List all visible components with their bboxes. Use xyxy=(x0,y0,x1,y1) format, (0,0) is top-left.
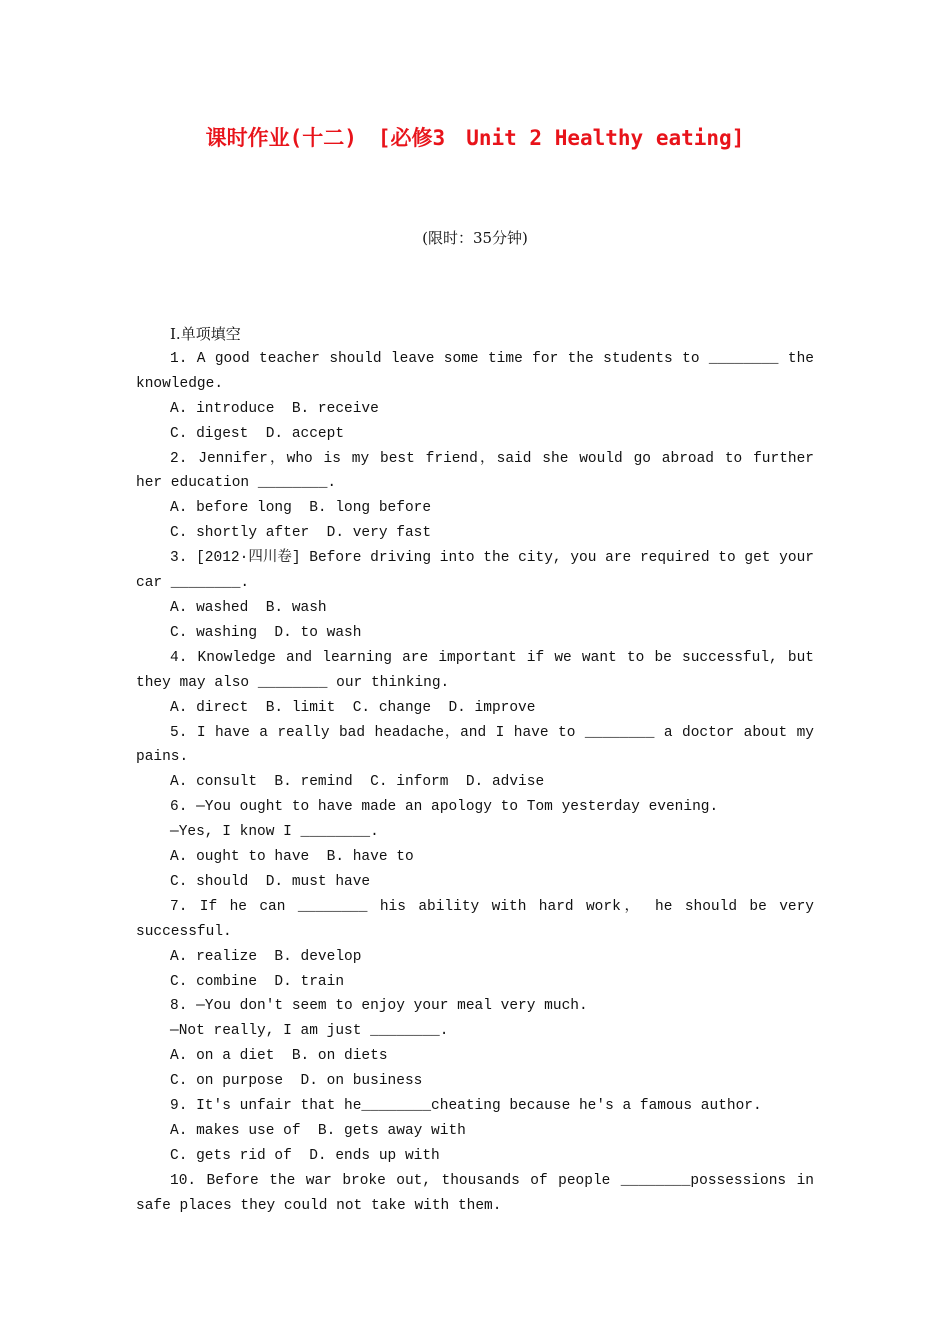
question-stem: 6. —You ought to have made an apology to Tom yesterday evening. xyxy=(170,799,719,816)
question-item xyxy=(136,721,814,796)
answer-option-line: C. combine D. train xyxy=(170,973,345,990)
question-item xyxy=(136,895,814,995)
question-section xyxy=(136,322,814,1219)
question-list xyxy=(136,347,814,1219)
answer-option-line: A. consult B. remind C. inform D. advise xyxy=(170,774,545,791)
time-limit: (限时：35分钟) xyxy=(422,229,528,247)
answer-option-line: C. should D. must have xyxy=(170,873,371,890)
question-stem: 1. A good teacher should leave some time for the students to ________ the knowledge. xyxy=(136,350,814,392)
answer-option-line: A. makes use of B. gets away with xyxy=(170,1123,466,1139)
answer-option-line: A. before long B. long before xyxy=(170,500,432,517)
question-item xyxy=(136,795,814,895)
question-stem: 9. It's unfair that he________cheating because he's a famous author. xyxy=(170,1098,762,1115)
question-stem: 4. Knowledge and learning are important if we want to be successful, but they may also ________ our thinking. xyxy=(136,649,814,691)
answer-option-line: A. on a diet B. on diets xyxy=(170,1048,388,1065)
answer-option-line: A. direct B. limit C. change D. improve xyxy=(170,699,536,716)
question-item xyxy=(136,347,814,447)
answer-option-line: —Yes, I know I ________. xyxy=(170,824,379,841)
answer-option-line: A. washed B. wash xyxy=(170,599,327,616)
question-item xyxy=(136,546,814,646)
answer-option-line: A. ought to have B. have to xyxy=(170,849,414,866)
question-stem: 10. Before the war broke out, thousands of people ________possessions in safe places they could not take with them. xyxy=(136,1172,814,1214)
question-stem: 3. [2012·四川卷] Before driving into the city, you are required to get your car ________. xyxy=(136,550,814,592)
answer-option-line: C. on purpose D. on business xyxy=(170,1073,423,1090)
page-title: 课时作业(十二) [必修3 Unit 2 Healthy eating] xyxy=(205,126,745,150)
question-item xyxy=(136,646,814,721)
answer-option-line: C. digest D. accept xyxy=(170,425,345,442)
question-item xyxy=(136,447,814,547)
answer-option-line: C. gets rid of D. ends up with xyxy=(170,1147,440,1164)
question-stem: 8. —You don't seem to enjoy your meal very much. xyxy=(170,998,588,1015)
question-stem: 2. Jennifer，who is my best friend，said she would go abroad to further her education ________. xyxy=(136,450,814,492)
section-heading: Ⅰ.单项填空 xyxy=(170,325,241,343)
question-item xyxy=(136,994,814,1094)
question-stem: 7. If he can ________ his ability with hard work， he should be very successful. xyxy=(136,898,814,940)
question-item xyxy=(136,1169,814,1219)
answer-option-line: C. washing D. to wash xyxy=(170,624,362,641)
question-item xyxy=(136,1094,814,1169)
answer-option-line: C. shortly after D. very fast xyxy=(170,525,432,542)
answer-option-line: A. introduce B. receive xyxy=(170,400,379,417)
answer-option-line: —Not really, I am just ________. xyxy=(170,1023,449,1040)
answer-option-line: A. realize B. develop xyxy=(170,948,362,965)
question-stem: 5. I have a really bad headache，and I have to ________ a doctor about my pains. xyxy=(136,724,814,766)
